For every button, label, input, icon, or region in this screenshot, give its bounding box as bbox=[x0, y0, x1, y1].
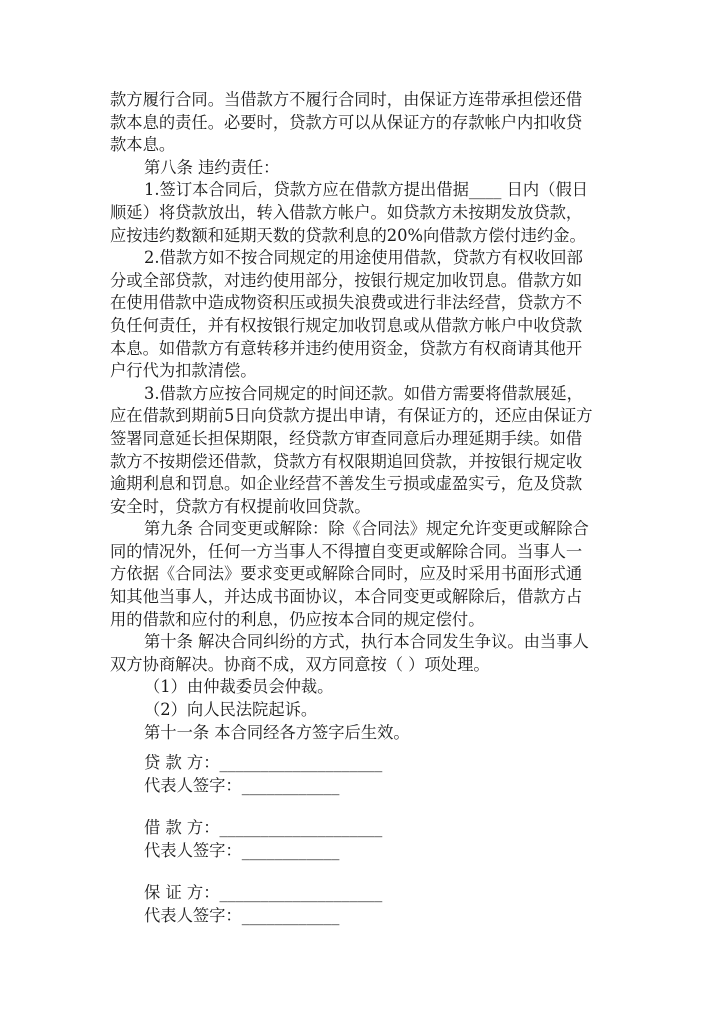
lender-rep-line: 代表人签字：____________ bbox=[144, 775, 340, 795]
body-line: （1）由仲裁委员会仲裁。 bbox=[144, 677, 334, 697]
lender-line: 贷 款 方：____________________ bbox=[144, 753, 383, 772]
borrower-rep-line: 代表人签字：____________ bbox=[144, 840, 340, 860]
signature-guarantor bbox=[144, 882, 382, 927]
body-line: 本息。如借款方有意转移并违约使用资金，贷款方有权商请其他开 bbox=[110, 338, 583, 358]
body-line: 双方协商解决。协商不成，双方同意按（ ）项处理。 bbox=[110, 654, 490, 674]
guarantor-rep-line: 代表人签字：____________ bbox=[144, 905, 340, 925]
body-line: 款本息。 bbox=[110, 135, 176, 155]
body-line: 负任何责任，并有权按银行规定加收罚息或从借款方帐户中收贷款 bbox=[110, 315, 583, 335]
body-line: 方依据《合同法》要求变更或解除合同时，应及时采用书面形式通 bbox=[110, 564, 583, 584]
contract-body bbox=[110, 89, 620, 744]
body-line: 第十一条 本合同经各方签字后生效。 bbox=[144, 722, 410, 742]
body-line: 在使用借款中造成物资积压或损失浪费或进行非法经营，贷款方不 bbox=[110, 293, 583, 313]
body-line: 3.借款方应按合同规定的时间还款。如借方需要将借款展延， bbox=[144, 383, 583, 403]
body-line: 分或全部贷款，对违约使用部分，按银行规定加收罚息。借款方如 bbox=[110, 270, 583, 290]
body-line: 应在借款到期前5日向贷款方提出申请，有保证方的，还应由保证方 bbox=[110, 406, 593, 426]
guarantor-line: 保 证 方：____________________ bbox=[144, 883, 383, 902]
body-line: 第十条 解决合同纠纷的方式，执行本合同发生争议。由当事人 bbox=[144, 632, 589, 652]
body-line: 1.签订本合同后，贷款方应在借款方提出借据____ 日内（假日 bbox=[144, 180, 589, 200]
body-line: 顺延）将贷款放出，转入借款方帐户。如贷款方未按期发放贷款， bbox=[110, 202, 583, 222]
body-line: 应按违约数额和延期天数的贷款利息的20%向借款方偿付违约金。 bbox=[110, 225, 586, 245]
body-line: 知其他当事人，并达成书面协议，本合同变更或解除后，借款方占 bbox=[110, 587, 583, 607]
body-line: 款方不按期偿还借款，贷款方有权限期追回贷款，并按银行规定收 bbox=[110, 451, 583, 471]
body-line: 签署同意延长担保期限，经贷款方审查同意后办理延期手续。如借 bbox=[110, 428, 583, 448]
body-line: 用的借款和应付的利息，仍应按本合同的规定偿付。 bbox=[110, 609, 485, 629]
body-line: 第九条 合同变更或解除：除《合同法》规定允许变更或解除合 bbox=[144, 519, 589, 539]
body-line: 第八条 违约责任： bbox=[144, 157, 280, 177]
body-line: （2）向人民法院起诉。 bbox=[144, 700, 318, 720]
body-line: 安全时，贷款方有权提前收回贷款。 bbox=[110, 496, 371, 516]
body-line: 款本息的责任。必要时，贷款方可以从保证方的存款帐户内扣收贷 bbox=[110, 112, 583, 132]
signature-lender bbox=[144, 752, 382, 797]
body-line: 款方履行合同。当借款方不履行合同时，由保证方连带承担偿还借 bbox=[110, 90, 583, 109]
body-line: 同的情况外，任何一方当事人不得擅自变更或解除合同。当事人一 bbox=[110, 541, 583, 561]
body-line: 2.借款方如不按合同规定的用途使用借款，贷款方有权收回部 bbox=[144, 248, 583, 268]
body-line: 户行代为扣款清偿。 bbox=[110, 361, 257, 381]
borrower-line: 借 款 方：____________________ bbox=[144, 818, 383, 837]
body-line: 逾期利息和罚息。如企业经营不善发生亏损或虚盈实亏，危及贷款 bbox=[110, 474, 583, 494]
signature-borrower bbox=[144, 817, 382, 862]
